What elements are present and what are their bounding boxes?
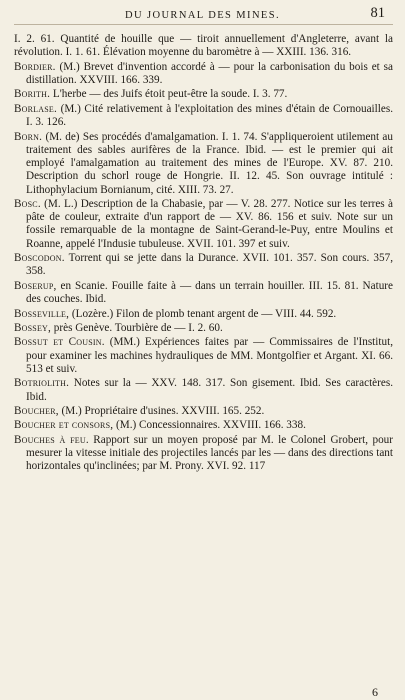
entry-headword: Bouches à feu.: [14, 433, 89, 446]
entry-headword: Bosseville,: [14, 307, 70, 320]
running-title: DU JOURNAL DES MINES.: [124, 10, 280, 21]
entry-headword: Bossut et Cousin.: [14, 336, 105, 349]
entry-text: (MM.) Expériences faites par — Commissaires de l'Institut, pour examiner les machines hydrauliques de MM. Montgolfier et Argant. XI. 66. 513 et suiv.: [26, 336, 393, 375]
entry-text: Rapport sur un moyen proposé par M. le Colonel Grobert, pour mesurer la vitesse initiale des projectiles lancés par les — dans des directions tant horizontales qu'inclinées; par M. Prony. XVI. 92. 117: [26, 433, 393, 473]
index-entry: [14, 377, 393, 404]
entry-text: en Scanie. Fouille faite à — dans un terrain houiller. III. 15. 81. Nature des couches. Ibid.: [26, 279, 393, 306]
entry-headword: Boscodon.: [14, 252, 65, 265]
index-entry: [14, 103, 393, 130]
index-entry: [14, 336, 393, 376]
index-entry: [14, 131, 393, 197]
index-entry: [14, 434, 393, 474]
entry-headword: Boucher et consors,: [14, 419, 114, 432]
index-entry: [14, 405, 393, 418]
entry-text: (M.) Brevet d'invention accordé à — pour la carbonisation du bois et sa distillation. XXVIII. 166. 339.: [26, 60, 393, 86]
entry-headword: Bossey,: [14, 321, 51, 334]
index-entry: [14, 308, 393, 321]
entry-headword: Borith.: [14, 88, 51, 101]
entry-text: (M.) Propriétaire d'usines. XXVIII. 165. 252.: [58, 405, 265, 417]
index-entry: [14, 419, 393, 432]
entry-headword: Borlase.: [14, 102, 57, 115]
entry-text: Torrent qui se jette dans la Durance. XVII. 101. 357. Son cours. 357, 358.: [26, 252, 393, 278]
entry-text: (M.) Cité relativement à l'exploitation des mines d'étain de Cornouailles. I. 3. 126.: [26, 102, 393, 129]
entry-text: (Lozère.) Filon de plomb tenant argent de — VIII. 44. 592.: [69, 307, 337, 320]
entry-text: (M. de) Ses procédés d'amalgamation. I. 1. 74. S'appliqueroient utilement au traitement des sables aurifères de la France. Ibid. — est le premier qui ait employé l'amalgamation au traitement des mines de l'Europe. XV. 87. 210. Description du schorl rouge de Hongrie. II. 12. 45. Son ouvrage intitulé : Lithophylacium Bornianum, cité. XIII. 73. 27.: [26, 130, 393, 196]
index-entry: [14, 322, 393, 335]
index-entries: [14, 33, 393, 475]
entry-headword: Bordier.: [14, 60, 56, 73]
index-entry: [14, 198, 393, 251]
entry-headword: Boucher,: [14, 405, 59, 417]
entry-headword: Botriolith.: [14, 377, 70, 390]
entry-headword: Born.: [14, 130, 43, 143]
signature-mark: 6: [372, 685, 378, 699]
entry-text: L'herbe — des Juifs étoit peut-être la soude. I. 3. 77.: [50, 88, 288, 101]
header-rule: [14, 24, 393, 25]
entry-headword: Bosc.: [14, 197, 41, 210]
index-entry: [14, 61, 393, 88]
entry-text: (M. L.) Description de la Chabasie, par — V. 28. 277. Notice sur les terres à pâte de couleur, extraite d'un rapport de — XV. 86. 156 et suiv. Note sur un fossile remarquable de la montagne de Saint-Gerand-le-Puy, entre Moulins et Roanne, appelé l'Indusie tubuleuse. XVII. 101. 397 et suiv.: [26, 197, 393, 250]
entry-text: (M.) Concessionnaires. XXVIII. 166. 338.: [113, 419, 306, 432]
page-number: 81: [370, 5, 385, 21]
entry-text: I. 2. 61. Quantité de houille que — tiroit annuellement d'Angleterre, avant la révolution. I. 1. 61. Élévation moyenne du baromètre à — XXIII. 136. 316.: [14, 33, 393, 59]
index-entry: [14, 88, 393, 101]
entry-text: Notes sur la — XXV. 148. 317. Son gisement. Ibid. Ses caractères. Ibid.: [26, 377, 393, 403]
entry-headword: Boserup,: [14, 279, 57, 292]
index-entry: [14, 280, 393, 307]
index-entry: [14, 252, 393, 279]
entry-text: près Genève. Tourbière de — I. 2. 60.: [51, 321, 223, 334]
index-entry-continuation: [14, 33, 393, 60]
